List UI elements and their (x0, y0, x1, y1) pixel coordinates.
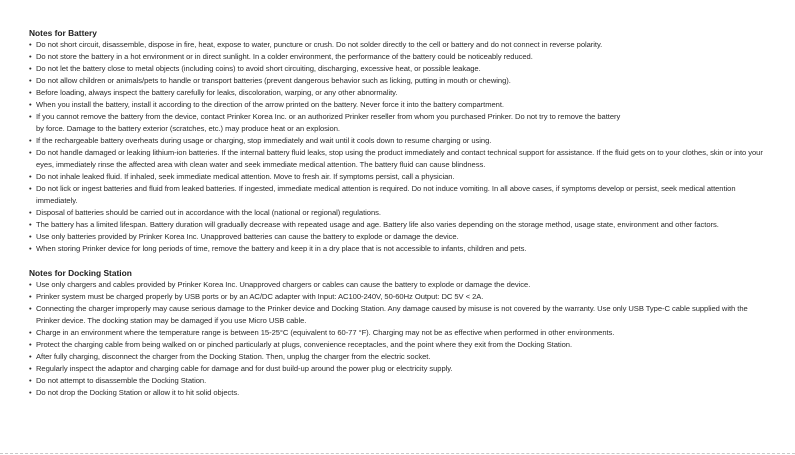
list-item: • The battery has a limited lifespan. Battery duration will gradually decrease with repeated usage and age. Battery life also varies depending on the storage method, usage state, environment and other factors. (29, 220, 719, 229)
list-item: • Before loading, always inspect the battery carefully for leaks, discoloration, warping, or any other abnormality. (29, 88, 398, 97)
list-item: • Do not inhale leaked fluid. If inhaled, seek immediate medical attention. Move to fresh air. If symptoms persist, call a physician. (29, 172, 455, 181)
docking-notes-title: Notes for Docking Station (29, 268, 132, 278)
bullet-icon: • (29, 328, 32, 337)
bullet-icon: • (29, 388, 32, 397)
bullet-icon: • (29, 88, 32, 97)
list-item: • Do not allow children or animals/pets to handle or transport batteries (prevent dangerous behavior such as licking, putting in mouth or chewing). (29, 76, 511, 85)
docking-notes-list (29, 279, 769, 399)
bullet-icon: • (29, 148, 32, 157)
bullet-icon: • (29, 364, 32, 373)
bullet-icon: • (29, 52, 32, 61)
bullet-icon: • (29, 136, 32, 145)
list-item: • Use only batteries provided by Prinker Korea Inc. Unapproved batteries can cause the battery to explode or damage the device. (29, 232, 459, 241)
battery-notes-list (29, 39, 769, 255)
list-item: • After fully charging, disconnect the charger from the Docking Station. Then, unplug the charger from the electric socket. (29, 352, 431, 361)
list-item: • If the rechargeable battery overheats during usage or charging, stop immediately and wait until it cools down to resume charging or using. (29, 136, 492, 145)
list-item: • Do not handle damaged or leaking lithium-ion batteries. If the internal battery fluid leaks, stop using the product immediately and contact technical support for assistance. If the fluid gets on to your clothes, skin or into your eyes, immediately rinse the affected area with clean water and seek immediate medical attention. The battery fluid can cause blindness. (29, 148, 763, 169)
bottom-divider (0, 453, 795, 454)
docking-notes-section (29, 267, 769, 399)
list-item: • Use only chargers and cables provided by Prinker Korea Inc. Unapproved chargers or cables can cause the battery to explode or damage the device. (29, 280, 531, 289)
list-item: • Do not drop the Docking Station or allow it to hit solid objects. (29, 388, 240, 397)
bullet-icon: • (29, 76, 32, 85)
list-item: • Regularly inspect the adaptor and charging cable for damage and for dust build-up around the power plug or electricity supply. (29, 364, 453, 373)
bullet-icon: • (29, 64, 32, 73)
list-item: • Do not let the battery close to metal objects (including coins) to avoid short circuiting, discharging, excessive heat, or possible leakage. (29, 64, 481, 73)
bullet-icon: • (29, 376, 32, 385)
bullet-icon: • (29, 232, 32, 241)
bullet-icon: • (29, 40, 32, 49)
list-item: • Disposal of batteries should be carried out in accordance with the local (national or regional) regulations. (29, 208, 381, 217)
list-item: • Protect the charging cable from being walked on or pinched particularly at plugs, convenience receptacles, and the point where they exit from the Docking Station. (29, 340, 573, 349)
bullet-icon: • (29, 172, 32, 181)
bullet-icon: • (29, 100, 32, 109)
list-item: • Prinker system must be charged properly by USB ports or by an AC/DC adapter with Input: AC100-240V, 50-60Hz Output: DC 5V < 2A. (29, 292, 484, 301)
list-item: • Do not store the battery in a hot environment or in direct sunlight. In a colder environment, the performance of the battery could be noticeably reduced. (29, 52, 533, 61)
list-item: • When storing Prinker device for long periods of time, remove the battery and keep it in a dry place that is not accessible to infants, children and pets. (29, 244, 527, 253)
bullet-icon: • (29, 184, 32, 193)
document-page (29, 27, 769, 399)
battery-notes-title: Notes for Battery (29, 28, 97, 38)
list-item: • If you cannot remove the battery from the device, contact Prinker Korea Inc. or an authorized Prinker reseller from whom you purchased Prinker. Do not try to remove the battery by force. Damage to the battery exterior (scratches, etc.) may produce heat or an explosion. (29, 112, 621, 133)
bullet-icon: • (29, 220, 32, 229)
bullet-icon: • (29, 244, 32, 253)
list-item: • Do not short circuit, disassemble, dispose in fire, heat, expose to water, puncture or crush. Do not solder directly to the cell or battery and do not connect in reverse polarity. (29, 40, 603, 49)
bullet-icon: • (29, 340, 32, 349)
list-item: • Charge in an environment where the temperature range is between 15-25°C (equivalent to 60-77 °F). Charging may not be as effective when performed in other environments. (29, 328, 615, 337)
list-item: • Do not lick or ingest batteries and fluid from leaked batteries. If ingested, immediate medical attention is required. Do not induce vomiting. In all above cases, if symptoms develop or persist, seek medical attention immediately. (29, 184, 736, 205)
list-item: • Connecting the charger improperly may cause serious damage to the Prinker device and Docking Station. Any damage caused by misuse is not covered by the warranty. Use only USB Type-C cable supplied with the Prinker device. The docking station may be damaged if you use Micro USB cable. (29, 304, 748, 325)
bullet-icon: • (29, 208, 32, 217)
bullet-icon: • (29, 112, 32, 121)
list-item: • Do not attempt to disassemble the Docking Station. (29, 376, 207, 385)
bullet-icon: • (29, 352, 32, 361)
bullet-icon: • (29, 292, 32, 301)
battery-notes-section (29, 27, 769, 255)
list-item: • When you install the battery, install it according to the direction of the arrow printed on the battery. Never force it into the battery compartment. (29, 100, 504, 109)
bullet-icon: • (29, 280, 32, 289)
bullet-icon: • (29, 304, 32, 313)
